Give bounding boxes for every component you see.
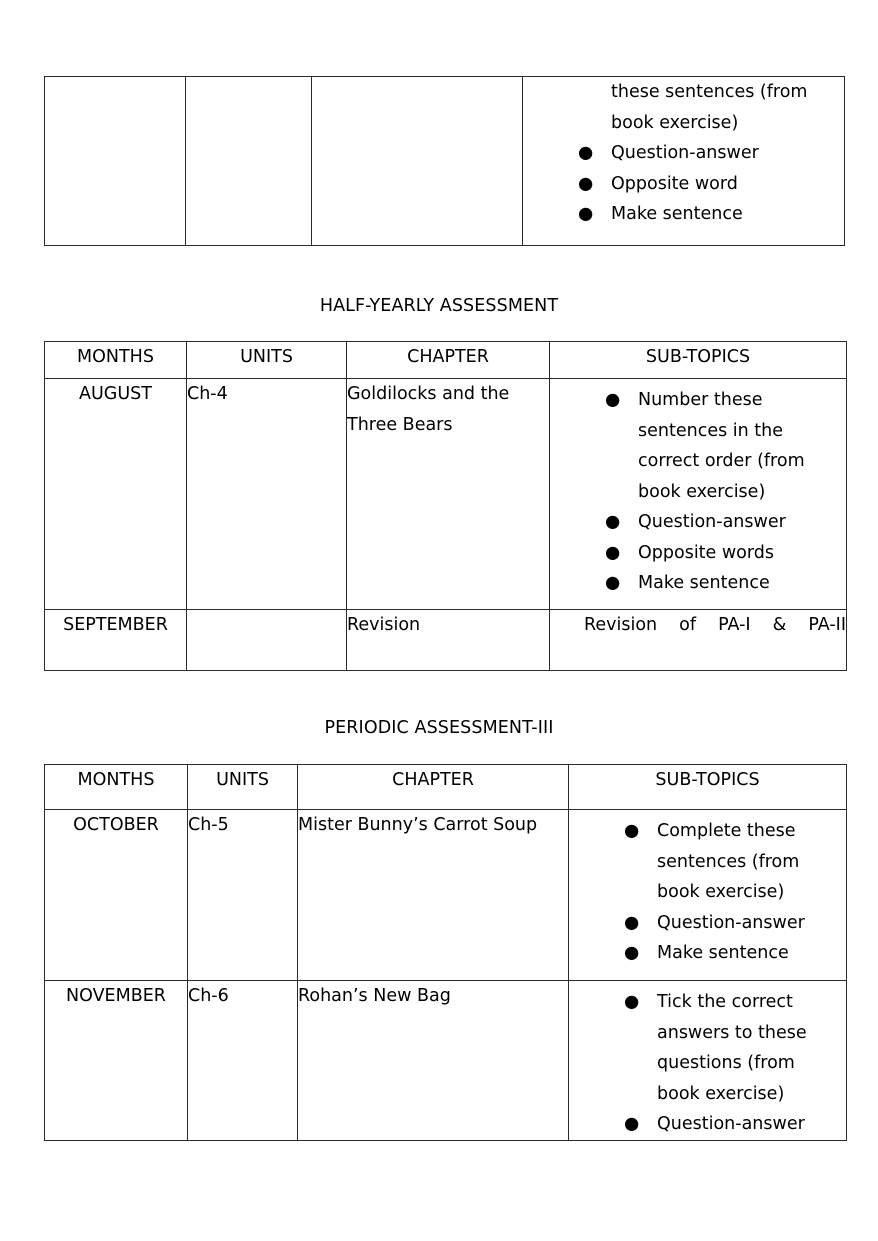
cell-subtopics <box>550 379 847 610</box>
cell-unit: Ch-6 <box>188 981 298 1141</box>
half-yearly-table <box>44 341 847 671</box>
subtopic-text: Number these sentences in the correct order (from book exercise) <box>638 390 805 502</box>
bullet-icon: ● <box>578 143 594 163</box>
list-item <box>550 385 838 507</box>
continuation-table <box>44 76 845 246</box>
cell-chapter: Rohan’s New Bag <box>298 981 569 1141</box>
column-header-subtopics: SUB-TOPICS <box>569 765 847 810</box>
subtopic-text: Opposite words <box>638 542 775 563</box>
cell-subtopics <box>569 981 847 1141</box>
column-header-months: MONTHS <box>45 342 187 379</box>
table-header-row <box>45 765 847 810</box>
column-header-chapter: CHAPTER <box>347 342 550 379</box>
bullet-icon: ● <box>624 943 640 963</box>
table-row <box>45 379 847 610</box>
table-row <box>45 77 845 246</box>
cell-month: OCTOBER <box>45 810 188 981</box>
list-item <box>569 1109 838 1140</box>
subtopic-text: Question-answer <box>638 512 786 532</box>
bullet-icon: ● <box>605 573 621 593</box>
table-row <box>45 610 847 671</box>
subtopic-text: Question-answer <box>657 1114 805 1134</box>
cell-subtopics <box>523 77 845 246</box>
subtopic-text: Tick the correct answers to these questions (from book exercise) <box>657 992 807 1104</box>
cell-chapter: Revision <box>347 610 550 671</box>
bullet-icon: ● <box>605 390 621 410</box>
subtopic-text: Question-answer <box>611 143 759 163</box>
list-item <box>569 908 838 939</box>
list-item-continued <box>523 77 836 138</box>
column-header-units: UNITS <box>187 342 347 379</box>
list-item <box>523 169 836 200</box>
bullet-icon: ● <box>624 821 640 841</box>
section-heading-half-yearly: HALF-YEARLY ASSESSMENT <box>319 296 559 316</box>
cell-month <box>45 77 186 246</box>
bullet-icon: ● <box>624 992 640 1012</box>
cell-unit: Ch-5 <box>188 810 298 981</box>
list-item <box>569 938 838 969</box>
bullet-icon: ● <box>578 204 594 224</box>
bullet-icon: ● <box>605 512 621 532</box>
subtopic-text: Make sentence <box>638 573 770 593</box>
table-row <box>45 810 847 981</box>
column-header-months: MONTHS <box>45 765 188 810</box>
subtopics-list <box>523 77 844 230</box>
cell-month: NOVEMBER <box>45 981 188 1141</box>
subtopic-text: Opposite word <box>611 173 738 194</box>
subtopic-text: Make sentence <box>611 204 743 224</box>
column-header-chapter: CHAPTER <box>298 765 569 810</box>
subtopic-text: Question-answer <box>657 912 805 933</box>
cell-unit <box>187 610 347 671</box>
list-item <box>550 507 838 538</box>
cell-unit <box>186 77 312 246</box>
subtopics-list <box>569 981 846 1140</box>
cell-month: AUGUST <box>45 379 187 610</box>
list-item <box>569 816 838 908</box>
bullet-icon: ● <box>624 1114 640 1134</box>
periodic-assessment-3-table <box>44 764 847 1141</box>
subtopic-text: Complete these sentences (from book exercise) <box>657 821 800 902</box>
cell-unit: Ch-4 <box>187 379 347 610</box>
list-item <box>550 568 838 599</box>
list-item <box>523 138 836 169</box>
subtopic-text: Make sentence <box>657 943 789 963</box>
column-header-subtopics: SUB-TOPICS <box>550 342 847 379</box>
subtopics-list <box>550 379 846 599</box>
cell-chapter: Mister Bunny’s Carrot Soup <box>298 810 569 981</box>
table-header-row <box>45 342 847 379</box>
subtopic-text: these sentences (from book exercise) <box>611 82 808 133</box>
subtopics-list <box>569 810 846 969</box>
list-item <box>550 538 838 569</box>
cell-subtopics: Revision of PA-I & PA-II <box>550 610 847 671</box>
bullet-icon: ● <box>624 912 640 933</box>
cell-chapter: Goldilocks and the Three Bears <box>347 379 550 610</box>
section-heading-periodic-assessment-3: PERIODIC ASSESSMENT-III <box>324 718 554 738</box>
table-row <box>45 981 847 1141</box>
cell-subtopics <box>569 810 847 981</box>
column-header-units: UNITS <box>188 765 298 810</box>
bullet-icon: ● <box>578 173 594 194</box>
cell-month: SEPTEMBER <box>45 610 187 671</box>
list-item <box>523 199 836 230</box>
bullet-icon: ● <box>605 542 621 563</box>
list-item <box>569 987 838 1109</box>
cell-chapter <box>312 77 523 246</box>
